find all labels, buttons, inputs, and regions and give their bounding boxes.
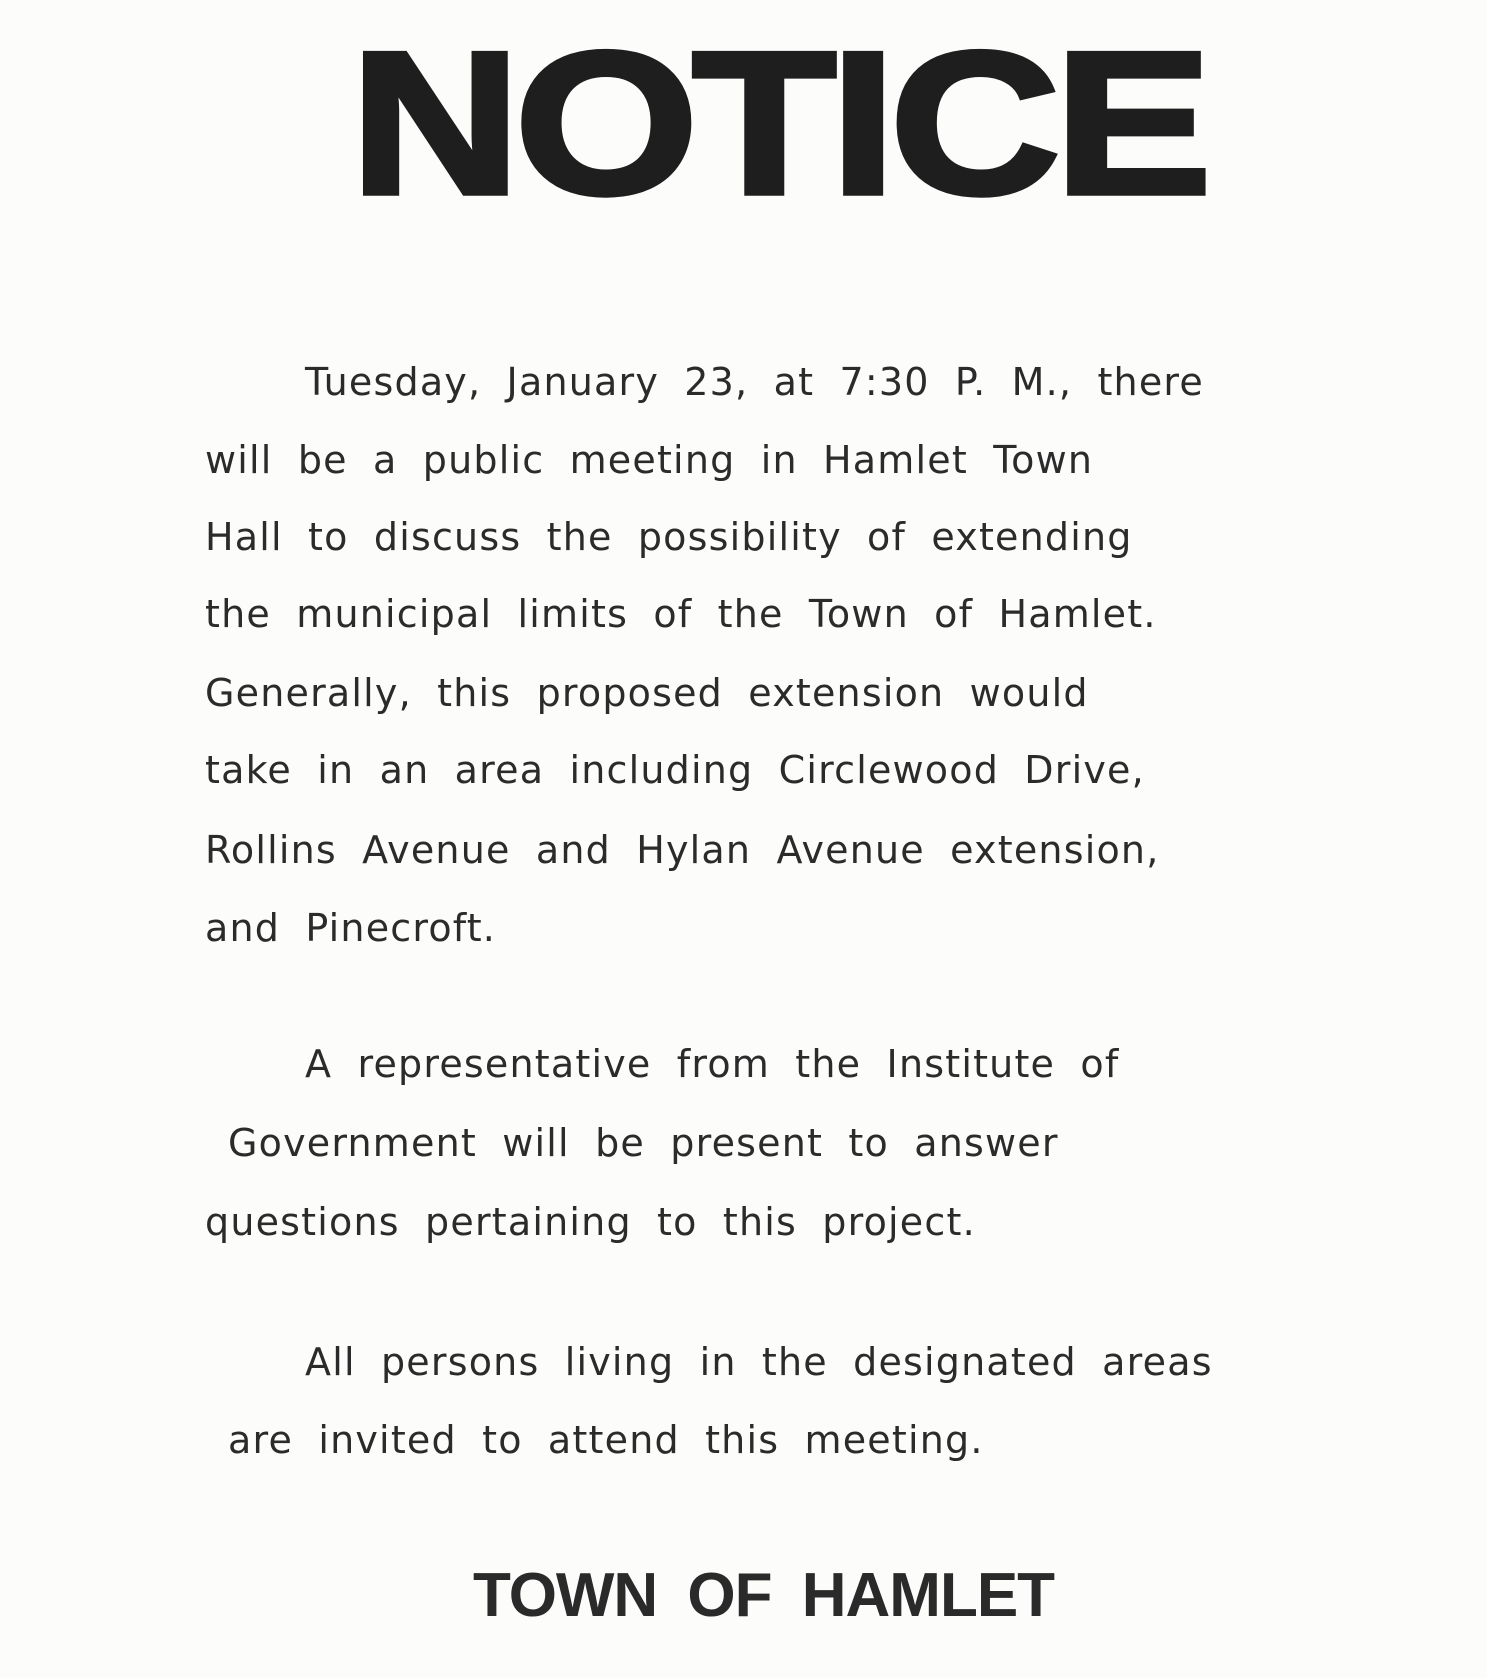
text-line: the municipal limits of the Town of Hamlet. xyxy=(205,592,1157,636)
text-line: A representative from the Institute of xyxy=(305,1042,1120,1086)
text-line: will be a public meeting in Hamlet Town xyxy=(205,438,1094,482)
signature: TOWN OF HAMLET xyxy=(472,1561,1055,1630)
text-line: and Pinecroft. xyxy=(205,906,497,950)
text-line: take in an area including Circlewood Drive, xyxy=(205,748,1145,792)
text-line: Government will be present to answer xyxy=(228,1121,1059,1165)
notice-title: NOTICE xyxy=(350,9,1206,237)
text-line: are invited to attend this meeting. xyxy=(228,1418,984,1462)
text-line: Hall to discuss the possibility of extending xyxy=(205,515,1133,559)
text-line: Generally, this proposed extension would xyxy=(205,671,1089,715)
text-line: All persons living in the designated areas xyxy=(305,1340,1213,1384)
text-line: Rollins Avenue and Hylan Avenue extension, xyxy=(205,828,1160,872)
text-line: questions pertaining to this project. xyxy=(205,1200,976,1244)
text-line: Tuesday, January 23, at 7:30 P. M., there xyxy=(305,360,1204,404)
